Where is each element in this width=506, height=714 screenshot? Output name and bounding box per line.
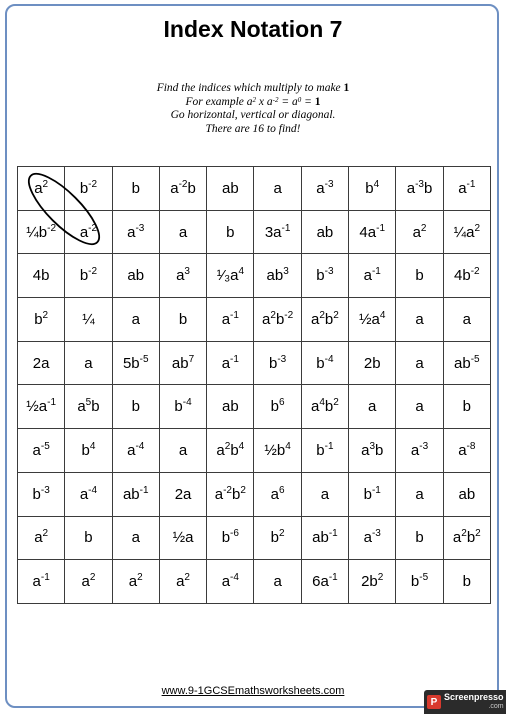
grid-cell: $b^{-2}$ <box>65 254 112 298</box>
grid-row <box>18 560 491 604</box>
grid-cell: $a^{-8}$ <box>443 429 490 473</box>
grid-cell: $a^{-3}b$ <box>396 167 443 211</box>
instruction-line-2: For example $a^2$ x $a^{-2} = a^0 = 1$ <box>185 95 321 108</box>
grid-cell: a <box>112 516 159 560</box>
grid-cell: $ab^3$ <box>254 254 301 298</box>
grid-cell: a <box>349 385 396 429</box>
worksheet-title: Index Notation 7 <box>163 16 343 42</box>
grid-cell: $a^2$ <box>18 516 65 560</box>
grid-cell: $b^{-3}$ <box>301 254 348 298</box>
grid-cell: a <box>396 341 443 385</box>
grid-cell: $a^2$ <box>18 167 65 211</box>
grid-cell: $a^2$ <box>396 210 443 254</box>
grid-cell: $a^{-2}$ <box>65 210 112 254</box>
grid-cell: $a^2b^{-2}$ <box>254 298 301 342</box>
grid-row <box>18 385 491 429</box>
grid-cell: $b^4$ <box>65 429 112 473</box>
grid-cell: b <box>65 516 112 560</box>
grid-cell: $b^{-4}$ <box>301 341 348 385</box>
grid-cell: a <box>254 560 301 604</box>
grid-cell: $a^{-3}$ <box>396 429 443 473</box>
grid-cell: $b^{-5}$ <box>396 560 443 604</box>
grid-cell: $a^{-5}$ <box>18 429 65 473</box>
grid-cell: $ab^{-5}$ <box>443 341 490 385</box>
grid-row <box>18 341 491 385</box>
grid-cell: $a^6$ <box>254 472 301 516</box>
grid-cell: $3a^{-1}$ <box>254 210 301 254</box>
grid-row <box>18 472 491 516</box>
grid-cell: $a^{-3}$ <box>112 210 159 254</box>
grid-cell: a <box>159 210 206 254</box>
grid-cell: $\frac{1}{2}a^4$ <box>349 298 396 342</box>
puzzle-grid <box>17 166 491 604</box>
grid-cell: $5b^{-5}$ <box>112 341 159 385</box>
instruction-line-4: There are 16 to find! <box>205 122 301 135</box>
grid-cell: ab <box>301 210 348 254</box>
grid-cell: $\frac{1}{4}a^2$ <box>443 210 490 254</box>
grid-cell: $b^{-3}$ <box>18 472 65 516</box>
grid-cell: $b^2$ <box>254 516 301 560</box>
grid-row <box>18 516 491 560</box>
grid-cell: $\frac{1}{2}a^{-1}$ <box>18 385 65 429</box>
grid-cell: a <box>396 298 443 342</box>
grid-cell: $b^2$ <box>18 298 65 342</box>
grid-cell: $b^{-1}$ <box>349 472 396 516</box>
grid-cell: $b^{-6}$ <box>207 516 254 560</box>
grid-row <box>18 167 491 211</box>
grid-row <box>18 298 491 342</box>
grid-cell: ab <box>207 167 254 211</box>
grid-cell: $a^{-1}$ <box>207 341 254 385</box>
grid-cell: a <box>443 298 490 342</box>
instruction-line-1: Find the indices which multiply to make 1 <box>156 82 350 94</box>
grid-cell: $b^{-1}$ <box>301 429 348 473</box>
grid-cell: a <box>65 341 112 385</box>
grid-cell: $a^{-1}$ <box>207 298 254 342</box>
grid-cell: $ab^{-1}$ <box>112 472 159 516</box>
grid-cell: $a^3b$ <box>349 429 396 473</box>
watermark-name: Screenpresso <box>444 692 504 702</box>
grid-cell: $b^{-2}$ <box>65 167 112 211</box>
grid-cell: 2a <box>159 472 206 516</box>
screenpresso-logo-icon: P <box>427 695 441 709</box>
grid-cell: $6a^{-1}$ <box>301 560 348 604</box>
grid-cell: $4b^{-2}$ <box>443 254 490 298</box>
grid-cell: $a^{-2}b$ <box>159 167 206 211</box>
grid-cell: $a^2$ <box>65 560 112 604</box>
grid-cell: $a^{-4}$ <box>112 429 159 473</box>
grid-cell: a <box>159 429 206 473</box>
grid-cell: a <box>254 167 301 211</box>
grid-cell: a <box>112 298 159 342</box>
grid-cell: b <box>396 254 443 298</box>
grid-cell: $a^2$ <box>159 560 206 604</box>
grid-row <box>18 210 491 254</box>
grid-cell: $a^{-1}$ <box>18 560 65 604</box>
grid-cell: ab <box>443 472 490 516</box>
grid-cell: b <box>443 560 490 604</box>
grid-cell: $a^{-1}$ <box>443 167 490 211</box>
grid-cell: a <box>396 385 443 429</box>
grid-cell: $a^{-3}$ <box>349 516 396 560</box>
grid-cell: $b^6$ <box>254 385 301 429</box>
grid-cell: $b^{-3}$ <box>254 341 301 385</box>
grid-cell: $a^{-1}$ <box>349 254 396 298</box>
grid-cell: $a^{-3}$ <box>301 167 348 211</box>
grid-row <box>18 429 491 473</box>
grid-cell: ab <box>207 385 254 429</box>
grid-cell: $a^2b^4$ <box>207 429 254 473</box>
watermark-domain: .com <box>488 703 504 710</box>
grid-cell: $a^5b$ <box>65 385 112 429</box>
grid-cell: $a^{-4}$ <box>207 560 254 604</box>
grid-cell: $4a^{-1}$ <box>349 210 396 254</box>
instruction-line-3: Go horizontal, vertical or diagonal. <box>170 109 336 122</box>
grid-cell: ab <box>112 254 159 298</box>
grid-cell: ¼ <box>65 298 112 342</box>
grid-cell: 4b <box>18 254 65 298</box>
grid-cell: $a^4b^2$ <box>301 385 348 429</box>
grid-cell: b <box>112 167 159 211</box>
grid-cell: $a^3$ <box>159 254 206 298</box>
grid-cell: $\frac{1}{2}b^4$ <box>254 429 301 473</box>
grid-cell: $a^2$ <box>112 560 159 604</box>
grid-row <box>18 254 491 298</box>
grid-cell: $a^2b^2$ <box>443 516 490 560</box>
grid-cell: b <box>112 385 159 429</box>
grid-cell: $2b^2$ <box>349 560 396 604</box>
grid-cell: b <box>396 516 443 560</box>
grid-cell: $\frac{1}{4}b^{-2}$ <box>18 210 65 254</box>
screenpresso-watermark <box>424 690 506 714</box>
grid-cell: b <box>443 385 490 429</box>
grid-cell: $^1⁄_3a^4$ <box>207 254 254 298</box>
grid-cell: a <box>396 472 443 516</box>
grid-cell: $a^{-2}b^2$ <box>207 472 254 516</box>
grid-cell: 2a <box>18 341 65 385</box>
website-link[interactable]: www.9-1GCSEmathsworksheets.com <box>161 685 345 697</box>
grid-cell: 2b <box>349 341 396 385</box>
grid-cell: $ab^{-1}$ <box>301 516 348 560</box>
grid-cell: $a^2b^2$ <box>301 298 348 342</box>
grid-cell: b <box>159 298 206 342</box>
grid-cell: $a^{-4}$ <box>65 472 112 516</box>
grid-cell: $b^4$ <box>349 167 396 211</box>
grid-cell: ½a <box>159 516 206 560</box>
grid-cell: a <box>301 472 348 516</box>
instructions <box>0 82 506 136</box>
grid-cell: $ab^7$ <box>159 341 206 385</box>
grid-cell: $b^{-4}$ <box>159 385 206 429</box>
grid-cell: b <box>207 210 254 254</box>
